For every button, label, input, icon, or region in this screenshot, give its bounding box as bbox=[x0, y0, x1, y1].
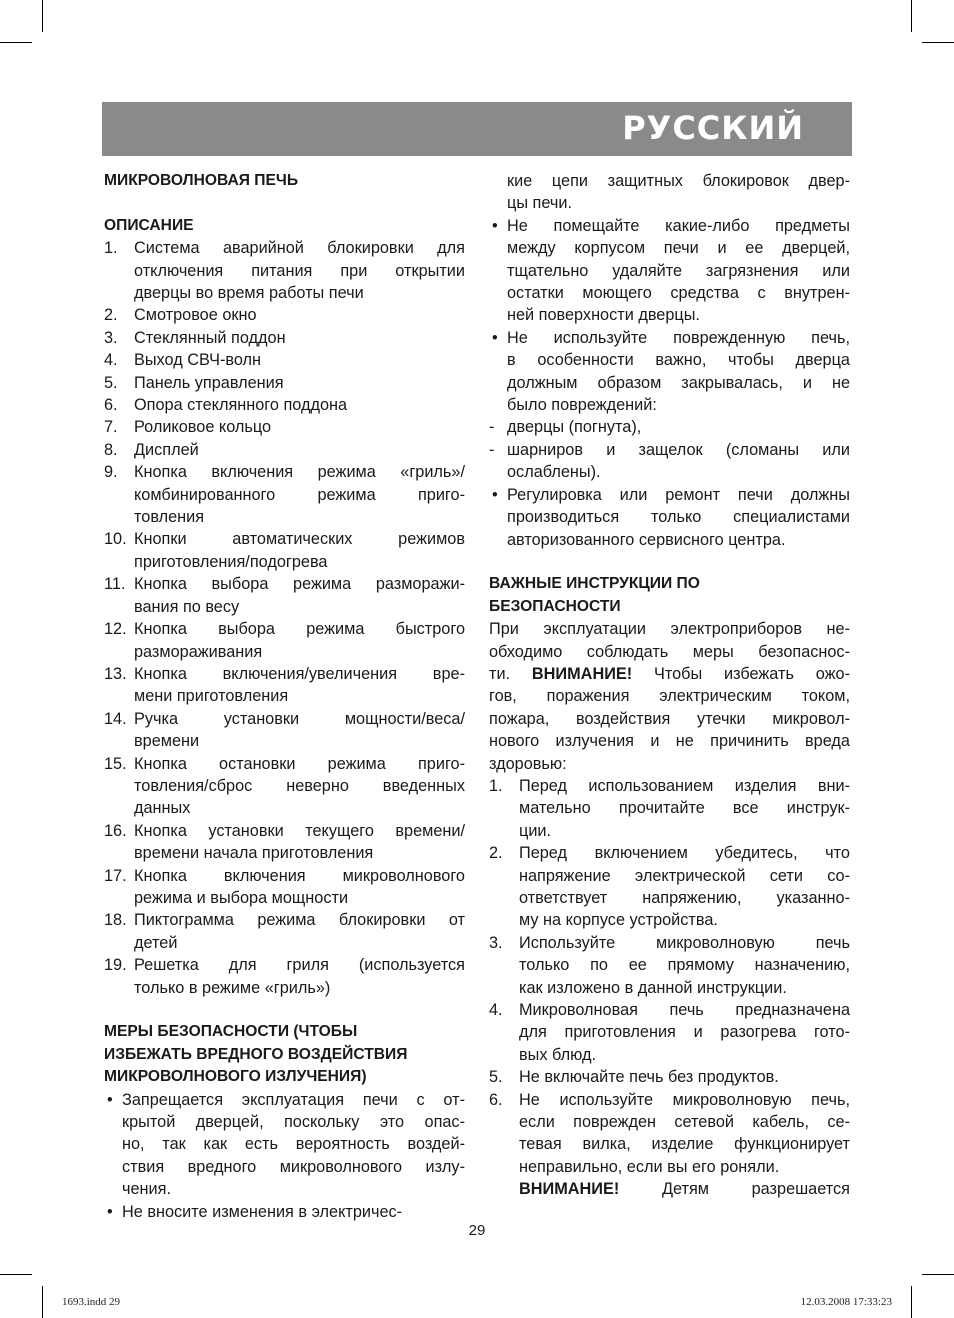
description-item-marker: 15. bbox=[104, 754, 127, 773]
description-item bbox=[104, 528, 465, 573]
description-item-marker: 1. bbox=[104, 239, 118, 258]
safety-bullet-line: но, так как есть вероятность воздей- bbox=[122, 1135, 465, 1154]
description-item-line: товления bbox=[134, 508, 205, 527]
left-column bbox=[104, 170, 465, 1223]
document-title: МИКРОВОЛНОВАЯ ПЕЧЬ bbox=[104, 172, 299, 189]
heading-line: ИЗБЕЖАТЬ ВРЕДНОГО ВОЗДЕЙСТВИЯ bbox=[104, 1045, 408, 1063]
safety-bullet bbox=[489, 327, 850, 417]
description-item-line: вания по весу bbox=[134, 597, 240, 616]
continued-line: кие цепи защитных блокировок двер- bbox=[507, 172, 850, 190]
safety-bullet-text bbox=[507, 484, 850, 551]
intro-line: гов, поражения электрическим током, bbox=[489, 687, 850, 706]
description-item bbox=[104, 416, 465, 438]
description-item-text bbox=[134, 237, 465, 304]
safety-bullet-marker: • bbox=[492, 485, 498, 504]
safety-bullet-marker: • bbox=[107, 1090, 113, 1109]
important-instructions-heading bbox=[489, 573, 850, 618]
instruction-item-text bbox=[519, 1066, 850, 1088]
description-item bbox=[104, 573, 465, 618]
intro-line: При эксплуатации электроприборов не- bbox=[489, 620, 850, 639]
description-item-text bbox=[134, 954, 465, 999]
description-item-line: Кнопка выбора режима быстрого bbox=[134, 620, 465, 639]
description-item-text bbox=[134, 865, 465, 910]
safety-bullet-line: ней поверхности дверцы. bbox=[507, 306, 700, 325]
safety-bullet-line: тщательно удаляйте загрязнения или bbox=[507, 261, 850, 280]
continued-text bbox=[489, 170, 850, 215]
description-item bbox=[104, 304, 465, 326]
instructions-list bbox=[489, 775, 850, 1178]
crop-mark bbox=[0, 1274, 32, 1275]
description-item-text bbox=[134, 708, 465, 753]
description-item-text bbox=[134, 349, 465, 371]
safety-bullet-line: Не помещайте какие-либо предметы bbox=[507, 216, 850, 235]
instruction-item-text bbox=[519, 932, 850, 999]
crop-mark bbox=[911, 1286, 912, 1318]
description-item-text bbox=[134, 394, 465, 416]
description-item-line: Кнопка включения микроволнового bbox=[134, 866, 465, 885]
description-item bbox=[104, 753, 465, 820]
description-item-line: Выход СВЧ-волн bbox=[134, 351, 262, 370]
instruction-item-line: ции. bbox=[519, 821, 552, 840]
intro-line: нового излучения и не причинить вреда bbox=[489, 732, 850, 751]
description-item bbox=[104, 954, 465, 999]
safety-bullet-marker: • bbox=[107, 1202, 113, 1221]
description-item-text bbox=[134, 820, 465, 865]
safety-bullet-text bbox=[507, 215, 850, 327]
safety-bullet-line: авторизованного сервисного центра. bbox=[507, 530, 786, 549]
heading-line: МИКРОВОЛНОВОГО ИЗЛУЧЕНИЯ) bbox=[104, 1068, 367, 1086]
description-item bbox=[104, 820, 465, 865]
instruction-item-text bbox=[519, 842, 850, 932]
description-item-line: Кнопка выбора режима разморажи- bbox=[134, 575, 465, 594]
instruction-item bbox=[489, 999, 850, 1066]
crop-mark bbox=[922, 1274, 954, 1275]
instruction-item-line: му на корпусе устройства. bbox=[519, 911, 718, 930]
description-item-line: отключения питания при открытии bbox=[134, 261, 465, 280]
safety-bullet-text bbox=[507, 439, 850, 484]
instruction-item-line: Перед использованием изделия вни- bbox=[519, 776, 850, 795]
description-item-text bbox=[134, 618, 465, 663]
description-item-marker: 4. bbox=[104, 351, 118, 370]
description-item-marker: 2. bbox=[104, 306, 118, 325]
instruction-item-line: мательно прочитайте все инструк- bbox=[519, 799, 850, 818]
description-item-line: Стеклянный поддон bbox=[134, 328, 286, 347]
description-item-line: Роликовое кольцо bbox=[134, 418, 272, 437]
description-item-marker: 10. bbox=[104, 530, 127, 549]
description-item bbox=[104, 237, 465, 304]
description-item-marker: 17. bbox=[104, 866, 127, 885]
instruction-item-line: Не используйте микроволновую печь, bbox=[519, 1090, 850, 1109]
crop-mark bbox=[42, 1286, 43, 1318]
crop-mark bbox=[922, 42, 954, 43]
safety-bullet-line: должным образом закрывалась, и не bbox=[507, 373, 850, 392]
description-item-text bbox=[134, 416, 465, 438]
instruction-item-marker: 6. bbox=[489, 1090, 503, 1109]
safety-bullet-line: было повреждений: bbox=[507, 396, 657, 415]
description-item-text bbox=[134, 372, 465, 394]
description-item-line: Дисплей bbox=[134, 440, 199, 459]
safety-bullet-line: крытой дверцей, поскольку это опас- bbox=[122, 1113, 465, 1132]
safety-bullet-line: в особенности важно, чтобы дверца bbox=[507, 351, 850, 370]
description-item-text bbox=[134, 304, 465, 326]
safety-bullet bbox=[489, 215, 850, 327]
description-item-line: времени bbox=[134, 732, 200, 751]
description-item-line: только в режиме «гриль») bbox=[134, 978, 331, 997]
description-item-text bbox=[134, 327, 465, 349]
description-item bbox=[104, 909, 465, 954]
description-item-line: детей bbox=[134, 933, 178, 952]
safety-bullet-list-continued bbox=[489, 215, 850, 551]
description-item bbox=[104, 708, 465, 753]
final-warning-text: Детям разрешается bbox=[661, 1180, 850, 1199]
description-item-line: Кнопка включения/увеличения вре- bbox=[134, 664, 465, 683]
instruction-item-text bbox=[519, 775, 850, 842]
safety-bullet-marker: - bbox=[489, 440, 495, 459]
description-item-marker: 8. bbox=[104, 440, 118, 459]
description-item-line: Смотровое окно bbox=[134, 306, 257, 325]
description-item-line: Кнопка включения режима «гриль»/ bbox=[134, 463, 465, 482]
safety-bullet bbox=[104, 1201, 465, 1223]
slug-date: 12.03.2008 17:33:23 bbox=[800, 1296, 892, 1308]
description-item bbox=[104, 663, 465, 708]
description-item-text bbox=[134, 753, 465, 820]
description-item-text bbox=[134, 573, 465, 618]
safety-bullet-line: Не используйте поврежденную печь, bbox=[507, 328, 850, 347]
instruction-item-line: Используйте микроволновую печь bbox=[519, 933, 850, 952]
description-item-line: Опора стеклянного поддона bbox=[134, 396, 348, 415]
description-item-line: Кнопки автоматических режимов bbox=[134, 530, 465, 549]
safety-bullet-line: дверцы (погнута), bbox=[507, 418, 642, 437]
safety-bullet-line: ствия вредного микроволнового излу- bbox=[122, 1157, 465, 1176]
description-item-line: Панель управления bbox=[134, 373, 284, 392]
description-item bbox=[104, 394, 465, 416]
safety-bullet-marker: • bbox=[492, 328, 498, 347]
description-item-line: размораживания bbox=[134, 642, 263, 661]
instruction-item-line: напряжение электрической сети со- bbox=[519, 866, 850, 885]
description-item-marker: 7. bbox=[104, 418, 118, 437]
safety-bullet-marker: - bbox=[489, 418, 495, 437]
description-item-line: мени приготовления bbox=[134, 687, 289, 706]
description-item-marker: 11. bbox=[104, 575, 126, 594]
intro-line: обходимо соблюдать меры безопаснос- bbox=[489, 642, 850, 661]
instruction-item-line: как изложено в данной инструкции. bbox=[519, 978, 787, 997]
instruction-item-line: тевая вилка, изделие функционирует bbox=[519, 1135, 850, 1154]
safety-bullet-text bbox=[507, 416, 850, 438]
description-item-text bbox=[134, 439, 465, 461]
safety-bullet-list bbox=[104, 1089, 465, 1223]
description-item-marker: 13. bbox=[104, 664, 127, 683]
description-heading: ОПИСАНИЕ bbox=[104, 216, 194, 234]
description-item bbox=[104, 372, 465, 394]
safety-bullet-text bbox=[122, 1201, 465, 1223]
instruction-item-line: ответствует напряжению, указанно- bbox=[519, 888, 850, 907]
instruction-item-line: Перед включением убедитесь, что bbox=[519, 844, 850, 863]
intro-line: пожара, воздействия утечки микровол- bbox=[489, 709, 850, 728]
intro-text: Чтобы избежать ожо- bbox=[632, 664, 851, 683]
crop-mark bbox=[911, 0, 912, 32]
intro-line: здоровью: bbox=[489, 754, 567, 773]
safety-bullet-line: ослаблены). bbox=[507, 463, 601, 482]
safety-bullet-line: чения. bbox=[122, 1180, 171, 1199]
instruction-item-text bbox=[519, 1089, 850, 1179]
description-item-line: данных bbox=[134, 799, 191, 818]
warning-label: ВНИМАНИЕ! bbox=[531, 664, 633, 683]
description-item-line: товления/сброс неверно введенных bbox=[134, 776, 465, 795]
description-item-line: Кнопка установки текущего времени/ bbox=[134, 821, 465, 840]
instruction-item bbox=[489, 842, 850, 932]
description-item-text bbox=[134, 528, 465, 573]
description-item-line: дверцы во время работы печи bbox=[134, 284, 364, 303]
safety-bullet-line: Не вносите изменения в электричес- bbox=[122, 1202, 403, 1221]
safety-bullet-line: остатки моющего средства с внутрен- bbox=[507, 284, 850, 303]
intro-paragraph bbox=[489, 618, 850, 775]
description-item-marker: 3. bbox=[104, 328, 118, 347]
safety-bullet bbox=[489, 439, 850, 484]
instruction-item-line: вых блюд. bbox=[519, 1045, 596, 1064]
instruction-item-marker: 2. bbox=[489, 844, 503, 863]
description-item bbox=[104, 327, 465, 349]
safety-bullet bbox=[489, 484, 850, 551]
instruction-item-marker: 3. bbox=[489, 933, 503, 952]
description-item-marker: 18. bbox=[104, 911, 127, 930]
description-item-text bbox=[134, 663, 465, 708]
safety-bullet-line: Запрещается эксплуатация печи с от- bbox=[122, 1090, 465, 1109]
description-item-line: времени начала приготовления bbox=[134, 844, 374, 863]
safety-bullet-marker: • bbox=[492, 216, 498, 235]
slug-file: 1693.indd 29 bbox=[62, 1296, 121, 1308]
instruction-item-line: неправильно, если вы его роняли. bbox=[519, 1157, 780, 1176]
description-item-marker: 12. bbox=[104, 620, 127, 639]
description-item bbox=[104, 865, 465, 910]
description-item-marker: 16. bbox=[104, 821, 127, 840]
description-item-marker: 9. bbox=[104, 463, 118, 482]
continued-line: цы печи. bbox=[507, 194, 572, 213]
intro-line bbox=[489, 663, 850, 685]
description-item-marker: 14. bbox=[104, 709, 127, 728]
safety-bullet-line: производиться только специалистами bbox=[507, 508, 850, 527]
description-item-marker: 6. bbox=[104, 396, 118, 415]
safety-bullet bbox=[104, 1089, 465, 1201]
right-column bbox=[489, 170, 850, 1201]
safety-bullet-line: между корпусом печи и ее дверцей, bbox=[507, 239, 850, 258]
crop-mark bbox=[42, 0, 43, 32]
safety-bullet-text bbox=[122, 1089, 465, 1201]
heading-line: МЕРЫ БЕЗОПАСНОСТИ (ЧТОБЫ bbox=[104, 1023, 358, 1041]
instruction-item bbox=[489, 1066, 850, 1088]
final-warning-label: ВНИМАНИЕ! bbox=[519, 1180, 620, 1199]
heading-line: БЕЗОПАСНОСТИ bbox=[489, 597, 621, 615]
instruction-item-line: Не включайте печь без продуктов. bbox=[519, 1068, 779, 1087]
instruction-item-marker: 5. bbox=[489, 1068, 503, 1087]
language-title: РУССКИЙ bbox=[622, 109, 804, 147]
description-item-line: Кнопка остановки режима приго- bbox=[134, 754, 465, 773]
description-item bbox=[104, 349, 465, 371]
description-list bbox=[104, 237, 465, 999]
instruction-item bbox=[489, 1089, 850, 1179]
page-number: 29 bbox=[468, 1222, 486, 1239]
description-item-line: Решетка для гриля (используется bbox=[134, 956, 465, 975]
instruction-item-marker: 4. bbox=[489, 1001, 503, 1020]
language-header-bar bbox=[102, 102, 852, 156]
description-item bbox=[104, 461, 465, 528]
instruction-item-line: для приготовления и разогрева гото- bbox=[519, 1023, 850, 1042]
safety-bullet bbox=[489, 416, 850, 438]
description-item-marker: 19. bbox=[104, 956, 127, 975]
heading-line: ВАЖНЫЕ ИНСТРУКЦИИ ПО bbox=[489, 575, 700, 593]
crop-mark bbox=[0, 42, 32, 43]
description-item bbox=[104, 439, 465, 461]
description-item bbox=[104, 618, 465, 663]
safety-bullet-line: шарниров и защелок (сломаны или bbox=[507, 440, 850, 459]
instruction-item bbox=[489, 775, 850, 842]
description-item-marker: 5. bbox=[104, 373, 118, 392]
description-item-text bbox=[134, 909, 465, 954]
instruction-item-text bbox=[519, 999, 850, 1066]
safety-bullet-text bbox=[507, 327, 850, 417]
description-item-line: режима и выбора мощности bbox=[134, 888, 349, 907]
intro-text: ти. bbox=[489, 664, 532, 683]
description-item-line: приготовления/подогрева bbox=[134, 552, 328, 571]
instruction-item-marker: 1. bbox=[489, 776, 503, 795]
description-item-line: комбинированного режима приго- bbox=[134, 485, 465, 504]
safety-heading bbox=[104, 1021, 465, 1088]
safety-bullet-line: Регулировка или ремонт печи должны bbox=[507, 485, 850, 504]
final-warning bbox=[489, 1178, 850, 1200]
description-item-line: Система аварийной блокировки для bbox=[134, 239, 465, 258]
instruction-item-line: если поврежден сетевой кабель, се- bbox=[519, 1113, 850, 1132]
instruction-item-line: Микроволновая печь предназначена bbox=[519, 1001, 850, 1020]
description-item-line: Пиктограмма режима блокировки от bbox=[134, 911, 465, 930]
instruction-item-line: только по ее прямому назначению, bbox=[519, 956, 850, 975]
instruction-item bbox=[489, 932, 850, 999]
description-item-line: Ручка установки мощности/веса/ bbox=[134, 709, 465, 728]
description-item-text bbox=[134, 461, 465, 528]
